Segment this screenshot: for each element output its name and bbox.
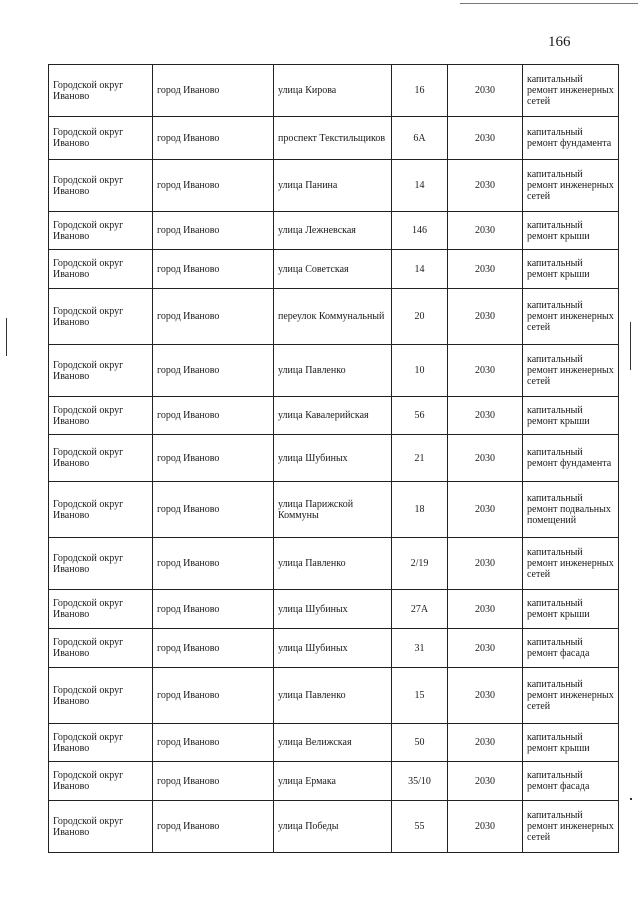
cell-year: 2030 <box>448 538 523 590</box>
table-row <box>49 668 619 724</box>
table-row <box>49 538 619 590</box>
cell-house: 2/19 <box>392 538 448 590</box>
cell-year: 2030 <box>448 345 523 397</box>
table-row <box>49 762 619 801</box>
cell-year: 2030 <box>448 117 523 160</box>
cell-street: улица Павленко <box>274 538 392 590</box>
cell-house: 50 <box>392 724 448 762</box>
cell-house: 14 <box>392 160 448 212</box>
cell-work: капитальный ремонт инженерных сетей <box>523 289 619 345</box>
cell-year: 2030 <box>448 397 523 435</box>
cell-district: Городской округ Иваново <box>49 250 153 289</box>
cell-street: улица Шубиных <box>274 435 392 482</box>
left-margin-mark <box>6 318 7 356</box>
cell-street: улица Ермака <box>274 762 392 801</box>
cell-city: город Иваново <box>153 629 274 668</box>
table-row <box>49 724 619 762</box>
cell-street: улица Кавалерийская <box>274 397 392 435</box>
cell-district: Городской округ Иваново <box>49 724 153 762</box>
table-row <box>49 117 619 160</box>
cell-city: город Иваново <box>153 160 274 212</box>
cell-city: город Иваново <box>153 289 274 345</box>
cell-district: Городской округ Иваново <box>49 65 153 117</box>
cell-city: город Иваново <box>153 538 274 590</box>
cell-district: Городской округ Иваново <box>49 482 153 538</box>
cell-work: капитальный ремонт фасада <box>523 762 619 801</box>
cell-street: переулок Коммунальный <box>274 289 392 345</box>
cell-district: Городской округ Иваново <box>49 629 153 668</box>
cell-city: город Иваново <box>153 397 274 435</box>
cell-house: 35/10 <box>392 762 448 801</box>
table-row <box>49 397 619 435</box>
cell-work: капитальный ремонт крыши <box>523 590 619 629</box>
cell-district: Городской округ Иваново <box>49 668 153 724</box>
cell-district: Городской округ Иваново <box>49 117 153 160</box>
page-number: 166 <box>548 34 571 50</box>
cell-house: 15 <box>392 668 448 724</box>
cell-city: город Иваново <box>153 668 274 724</box>
cell-city: город Иваново <box>153 212 274 250</box>
table-row <box>49 289 619 345</box>
cell-work: капитальный ремонт фасада <box>523 629 619 668</box>
cell-work: капитальный ремонт инженерных сетей <box>523 345 619 397</box>
cell-year: 2030 <box>448 629 523 668</box>
cell-street: улица Кирова <box>274 65 392 117</box>
cell-city: город Иваново <box>153 435 274 482</box>
cell-work: капитальный ремонт инженерных сетей <box>523 65 619 117</box>
cell-work: капитальный ремонт инженерных сетей <box>523 538 619 590</box>
cell-house: 10 <box>392 345 448 397</box>
right-margin-mark <box>630 322 631 370</box>
cell-street: улица Шубиных <box>274 590 392 629</box>
cell-city: город Иваново <box>153 117 274 160</box>
cell-work: капитальный ремонт фундамента <box>523 117 619 160</box>
cell-year: 2030 <box>448 762 523 801</box>
cell-city: город Иваново <box>153 250 274 289</box>
cell-house: 146 <box>392 212 448 250</box>
table-row <box>49 160 619 212</box>
top-rule <box>460 3 638 4</box>
table-row <box>49 435 619 482</box>
cell-work: капитальный ремонт фундамента <box>523 435 619 482</box>
table-row <box>49 482 619 538</box>
cell-district: Городской округ Иваново <box>49 801 153 853</box>
cell-district: Городской округ Иваново <box>49 160 153 212</box>
cell-house: 18 <box>392 482 448 538</box>
cell-year: 2030 <box>448 435 523 482</box>
cell-year: 2030 <box>448 250 523 289</box>
cell-work: капитальный ремонт инженерных сетей <box>523 801 619 853</box>
right-margin-dot <box>630 798 632 800</box>
cell-year: 2030 <box>448 724 523 762</box>
cell-year: 2030 <box>448 65 523 117</box>
table-row <box>49 212 619 250</box>
table-row <box>49 629 619 668</box>
cell-street: улица Павленко <box>274 345 392 397</box>
cell-district: Городской округ Иваново <box>49 435 153 482</box>
cell-work: капитальный ремонт крыши <box>523 397 619 435</box>
cell-district: Городской округ Иваново <box>49 538 153 590</box>
cell-work: капитальный ремонт инженерных сетей <box>523 668 619 724</box>
cell-house: 16 <box>392 65 448 117</box>
cell-work: капитальный ремонт крыши <box>523 212 619 250</box>
cell-city: город Иваново <box>153 65 274 117</box>
cell-year: 2030 <box>448 482 523 538</box>
cell-district: Городской округ Иваново <box>49 289 153 345</box>
table-row <box>49 590 619 629</box>
cell-work: капитальный ремонт инженерных сетей <box>523 160 619 212</box>
cell-house: 6А <box>392 117 448 160</box>
cell-district: Городской округ Иваново <box>49 590 153 629</box>
table-row <box>49 250 619 289</box>
cell-street: улица Шубиных <box>274 629 392 668</box>
cell-house: 27А <box>392 590 448 629</box>
cell-work: капитальный ремонт крыши <box>523 250 619 289</box>
cell-city: город Иваново <box>153 724 274 762</box>
cell-year: 2030 <box>448 801 523 853</box>
cell-work: капитальный ремонт подвальных помещений <box>523 482 619 538</box>
cell-house: 14 <box>392 250 448 289</box>
cell-year: 2030 <box>448 160 523 212</box>
cell-city: город Иваново <box>153 590 274 629</box>
cell-year: 2030 <box>448 289 523 345</box>
cell-year: 2030 <box>448 590 523 629</box>
cell-street: улица Советская <box>274 250 392 289</box>
table-row <box>49 65 619 117</box>
cell-street: улица Павленко <box>274 668 392 724</box>
cell-street: улица Лежневская <box>274 212 392 250</box>
cell-district: Городской округ Иваново <box>49 397 153 435</box>
repair-schedule-table <box>48 64 619 853</box>
cell-year: 2030 <box>448 668 523 724</box>
cell-house: 21 <box>392 435 448 482</box>
cell-house: 31 <box>392 629 448 668</box>
cell-street: проспект Текстильщиков <box>274 117 392 160</box>
cell-street: улица Победы <box>274 801 392 853</box>
table-row <box>49 801 619 853</box>
cell-city: город Иваново <box>153 762 274 801</box>
cell-district: Городской округ Иваново <box>49 762 153 801</box>
cell-work: капитальный ремонт крыши <box>523 724 619 762</box>
cell-year: 2030 <box>448 212 523 250</box>
cell-street: улица Велижская <box>274 724 392 762</box>
cell-city: город Иваново <box>153 801 274 853</box>
cell-city: город Иваново <box>153 482 274 538</box>
cell-district: Городской округ Иваново <box>49 212 153 250</box>
table-row <box>49 345 619 397</box>
cell-district: Городской округ Иваново <box>49 345 153 397</box>
cell-street: улица Парижской Коммуны <box>274 482 392 538</box>
cell-house: 20 <box>392 289 448 345</box>
cell-house: 55 <box>392 801 448 853</box>
cell-house: 56 <box>392 397 448 435</box>
cell-street: улица Панина <box>274 160 392 212</box>
cell-city: город Иваново <box>153 345 274 397</box>
